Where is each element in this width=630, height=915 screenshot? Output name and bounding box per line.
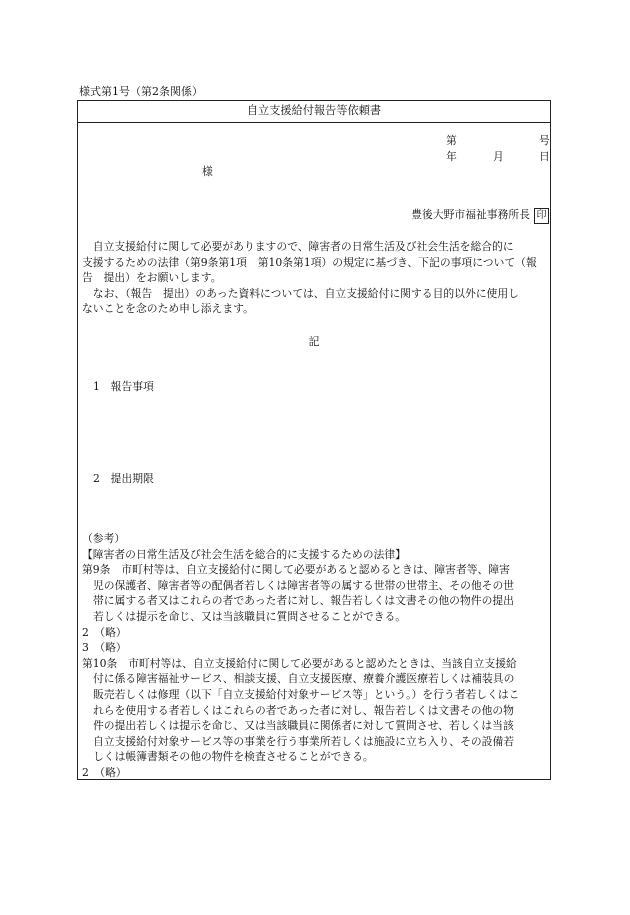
form-number-label: 様式第1号（第2条関係）	[79, 85, 203, 98]
article-9-line: 帯に属する者又はこれらの者であった者に対し、報告若しくは文書その他の物件の提出	[93, 594, 514, 608]
article-9-line: 若しくは提示を命じ、又は当該職員に質問させることができる。	[93, 609, 407, 623]
paragraph-line: なお、（報告 提出）のあった資料については、自立支援給付に関する目的以外に使用し	[82, 286, 519, 300]
article-10-paragraph-2: 2 （略）	[82, 765, 127, 779]
article-10-line: 自立支援給付対象サービス等の事業を行う事業所若しくは施設に立ち入り、その設備若	[93, 734, 515, 748]
article-10-line: 付に係る障害福祉サービス、相談支援、自立支援医療、療養介護医療若しくは補装具の	[93, 672, 515, 686]
document-frame	[77, 100, 551, 780]
title-divider	[78, 122, 550, 123]
article-9-line: 第9条 市町村等は、自立支援給付に関して必要があると認めるときは、障害者等、障害	[82, 563, 510, 577]
article-9-paragraph-3: 3 （略）	[82, 641, 127, 655]
ki-heading: 記	[308, 335, 320, 348]
item-submission-deadline: 2 提出期限	[93, 472, 154, 485]
article-10-line: しくは帳簿書類その他の物件を検査させることができる。	[93, 750, 374, 764]
article-10-line: れらを使用する者若しくはこれらの者であった者に対し、報告若しくは文書その他の物	[93, 703, 514, 717]
reference-heading: （参考）	[82, 532, 126, 545]
document-title: 自立支援給付報告等依頼書	[246, 104, 382, 117]
reference-section	[82, 531, 548, 781]
paragraph-line: 告 提出）をお願いします。	[82, 271, 222, 284]
seal-mark: 印	[534, 208, 549, 224]
date-day: 日	[539, 150, 550, 163]
sender-line	[411, 208, 549, 224]
article-10-line: 第10条 市町村等は、自立支援給付に関して必要があると認めたときは、当該自立支援給	[82, 656, 517, 670]
article-10-line: 件の提出若しくは提示を命じ、又は当該職員に関係者に対して質問させ、若しくは当該	[93, 719, 514, 733]
article-9-line: 児の保護者、障害者等の配偶者若しくは障害者等の属する世帯の世帯主、その他その世	[93, 578, 515, 592]
sender-name: 豊後大野市福祉事務所長	[411, 208, 530, 221]
date-month: 月	[493, 150, 504, 163]
number-suffix: 号	[539, 134, 550, 147]
law-title: 【障害者の日常生活及び社会生活を総合的に支援するための法律】	[82, 547, 406, 561]
number-prefix: 第	[446, 134, 457, 147]
article-9-paragraph-2: 2 （略）	[82, 625, 127, 639]
addressee-suffix: 様	[202, 165, 213, 178]
item-report-matters: 1 報告事項	[93, 380, 154, 393]
article-10-line: 販売若しくは修理（以下「自立支援給付対象サービス等」という。）を行う者若しくはこ	[93, 687, 520, 701]
request-paragraph	[82, 239, 548, 317]
paragraph-line: 自立支援給付に関して必要がありますので、障害者の日常生活及び社会生活を総合的に	[82, 240, 514, 253]
paragraph-line: 支援するための法律（第9条第1項 第10条第1項）の規定に基づき、下記の事項について（報	[82, 255, 537, 269]
paragraph-line: ないことを念のため申し添えます。	[82, 302, 254, 315]
date-year: 年	[446, 150, 457, 163]
